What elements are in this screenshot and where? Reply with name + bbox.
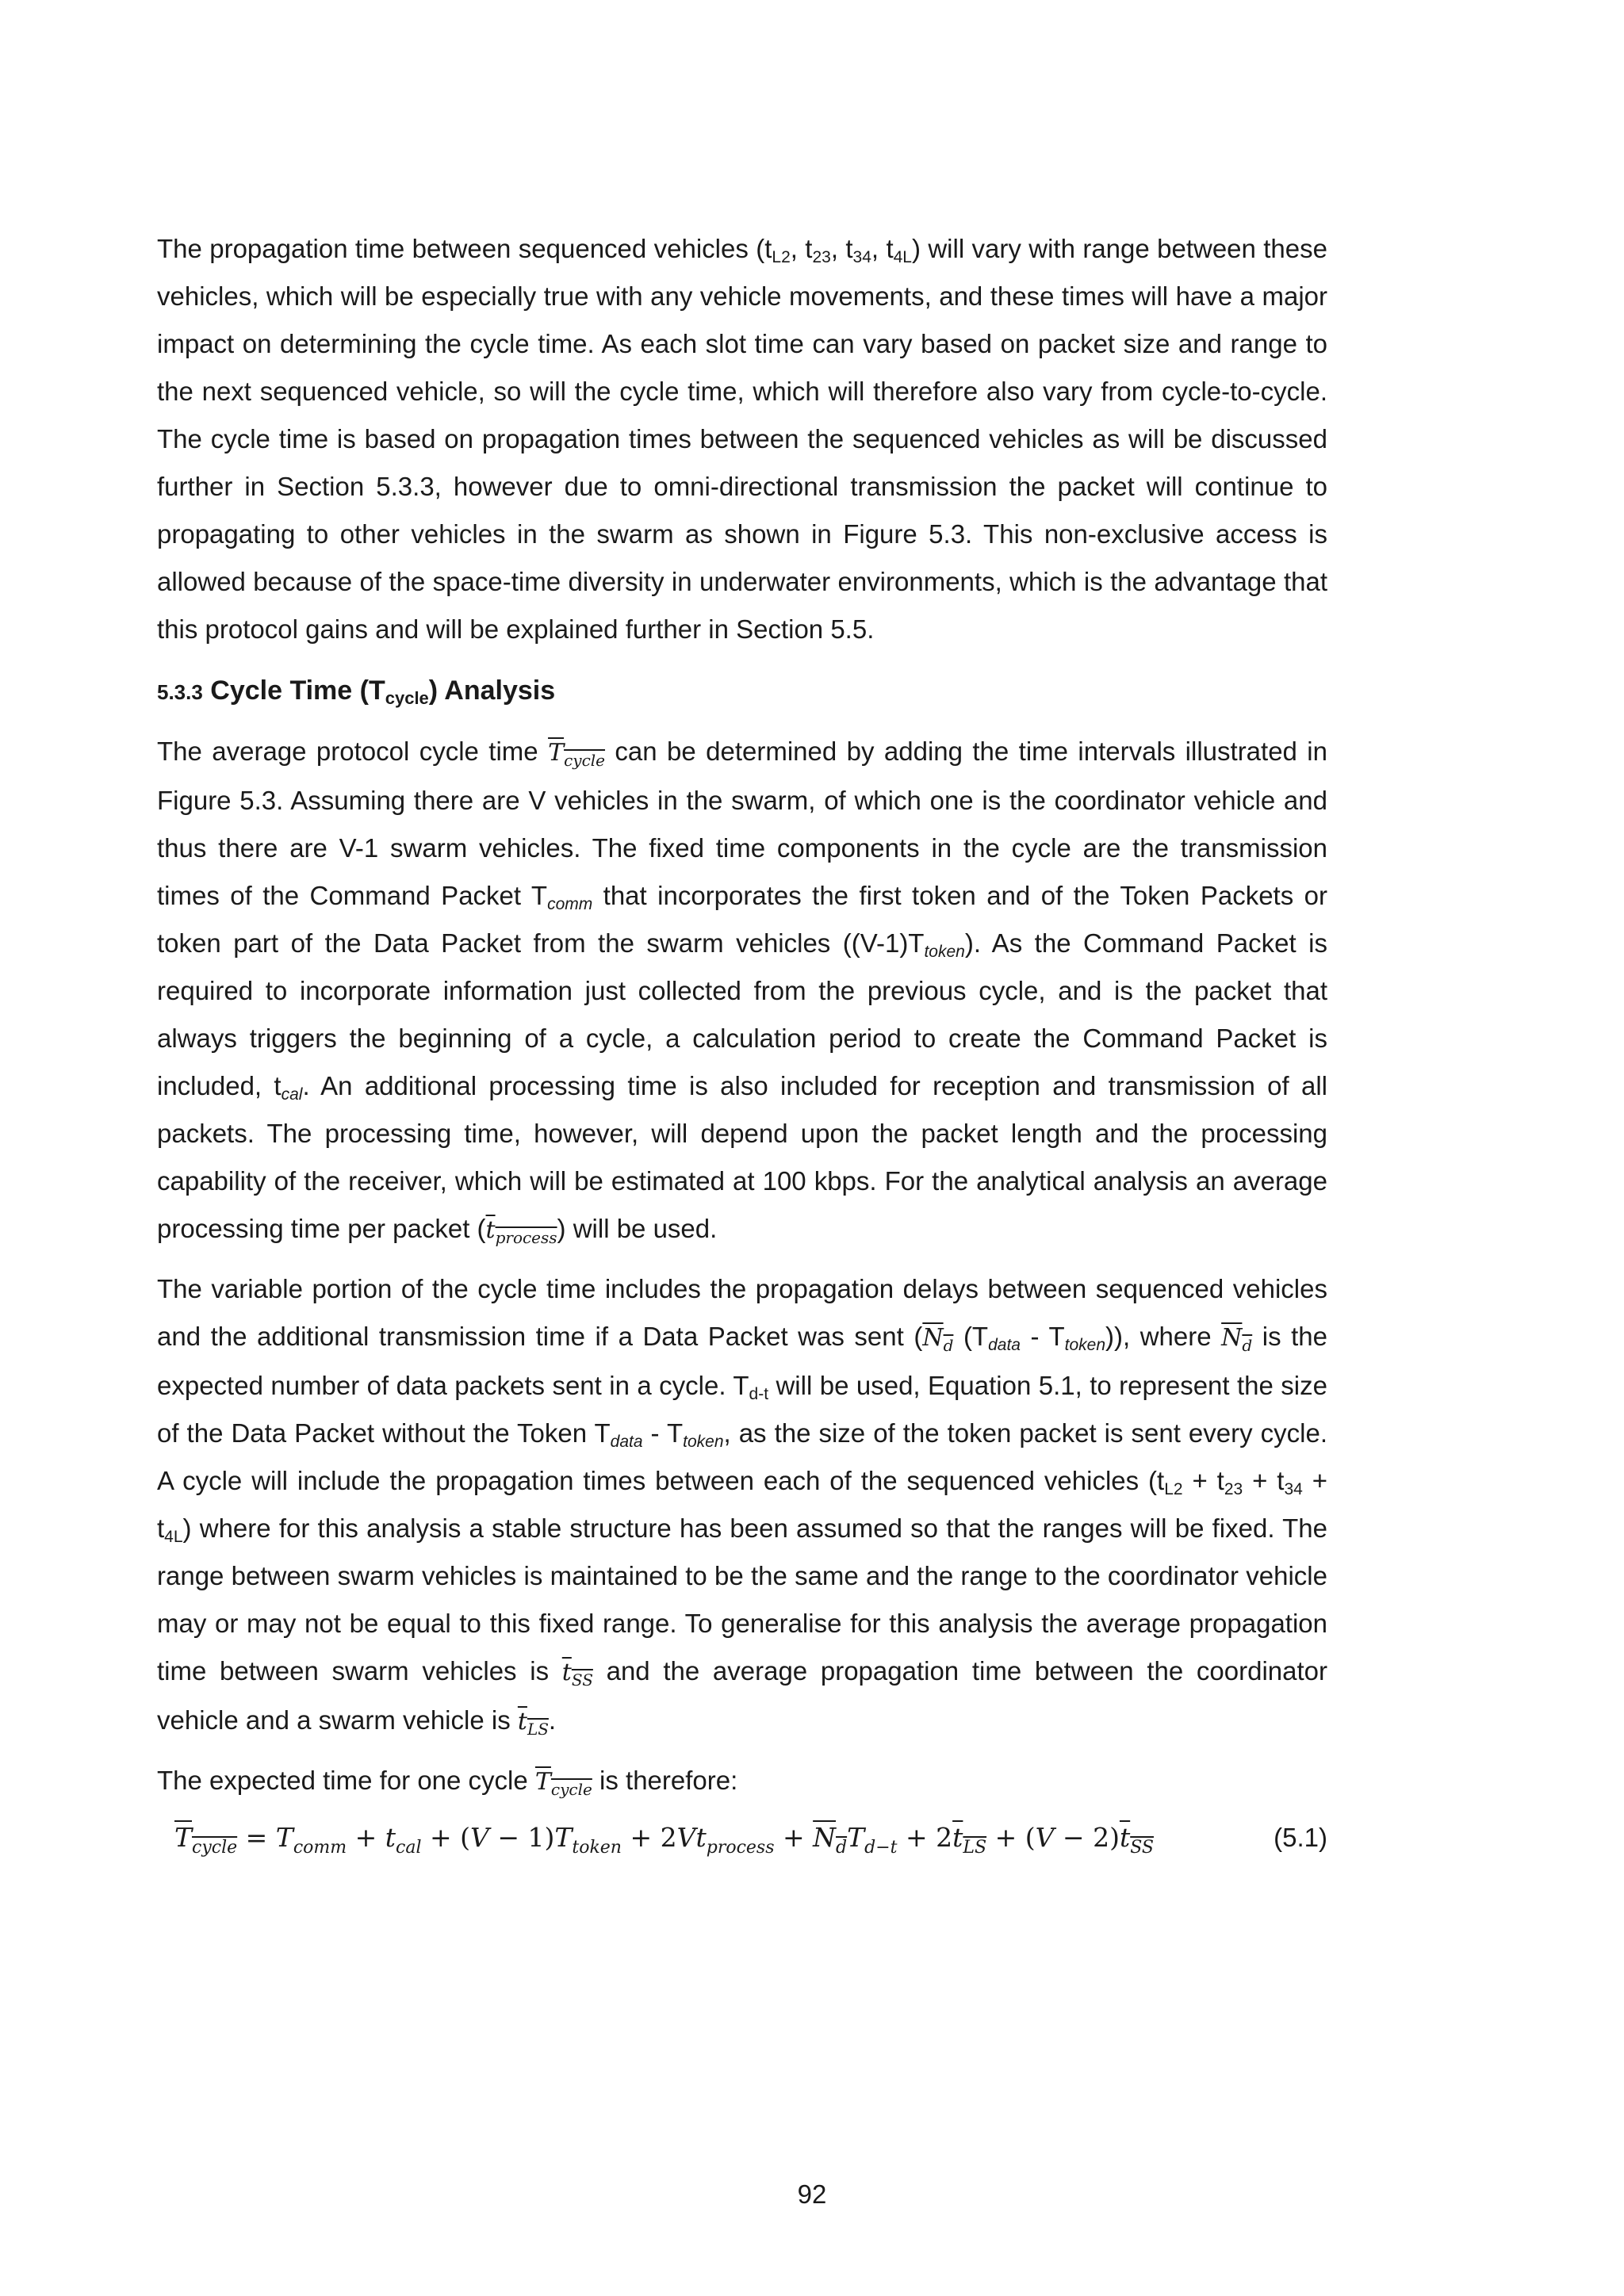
paragraph-variable-portion: The variable portion of the cycle time includes the propagation delays between sequenced vehicles and the additional transmission time if a Data Packet was sent ($N_d$ $(T_{data} - T_{token})$), where $N_d$ is the expected number of data packets sent in a cycle. $T_{d-t}$ will be used, Equation 5.1, to represent the size of the Data Packet without the Token $T_{data} - T_{token}$, as the size of the token packet is sent every cycle. A cycle will include the propagation times between each of the sequenced vehicles $(t_{L2} + t_{23} + t_{34} + t_{4L})$ where for this analysis a stable structure has been assumed so that the ranges will be fixed. The range between swarm vehicles is maintained to be the same and the range to the coordinator vehicle may or may not be equal to this fixed range. To generalise for this analysis the average propagation time between swarm vehicles is $t_{SS}$ and the average propagation time between the coordinator vehicle and a swarm vehicle is $t_{LS}$.	[157, 1274, 1328, 1739]
math-t-cycle-avg-2: $T_{cycle}$	[534, 1768, 592, 1799]
page-number: 92	[797, 2179, 827, 2209]
math-n-d-avg-2: $N_d$	[1221, 1324, 1253, 1355]
equation-number: (5.1)	[1274, 1823, 1327, 1852]
section-heading: 5.3.3 Cycle Time $(T_{cycle})$ Analysis	[157, 675, 556, 708]
math-t-process-avg: $t_{process}$	[485, 1216, 557, 1247]
page-content	[157, 225, 1327, 1869]
paragraph-average-cycle-time: The average protocol cycle time $T_{cycle}$ can be determined by adding the time intervals illustrated in Figure 5.3. Assuming there are V vehicles in the swarm, of which one is the coordinator vehicle and thus there are V-1 swarm vehicles. The fixed time components in the cycle are the transmission times of the Command Packet $T_{comm}$ that incorporates the first token and of the Token Packets or token part of the Data Packet from the swarm vehicles $((V-1)T_{token})$. As the Command Packet is required to incorporate information just collected from the previous cycle, and is the packet that always triggers the beginning of a cycle, a calculation period to create the Command Packet is included, $t_{cal}$. An additional processing time is also included for reception and transmission of all packets. The processing time, however, will depend upon the packet length and the processing capability of the receiver, which will be estimated at 100 kbps. For the analytical analysis an average processing time per packet $(t_{process})$ will be used.	[157, 737, 1328, 1247]
equation-body: $T_{cycle} = T_{comm} + t_{cal} + (V - 1)T_{token} + 2Vt_{process} + N_dT_{d-t} + 2t_{LS} + (V - 2)t_{SS}$	[174, 1822, 1154, 1858]
equation-5-1	[157, 1814, 1327, 1869]
math-t-ss-avg: $t_{SS}$	[561, 1659, 593, 1689]
math-t-ls-avg: $t_{LS}$	[517, 1708, 549, 1739]
math-t-cycle-avg: $T_{cycle}$	[548, 739, 606, 770]
math-n-d-avg: $N_d$	[922, 1324, 954, 1355]
paragraph-expected-cycle: The expected time for one cycle $T_{cycle}$ is therefore:	[157, 1766, 738, 1799]
paragraph-propagation-time: The propagation time between sequenced vehicles ($t_{L2}$, $t_{23}$, $t_{34}$, $t_{4L}$) will vary with range between these vehicles, which will be especially true with any vehicle movements, and these times will have a major impact on determining the cycle time. As each slot time can vary based on packet size and range to the next sequenced vehicle, so will the cycle time, which will therefore also vary from cycle-to-cycle. The cycle time is based on propagation times between the sequenced vehicles as will be discussed further in Section 5.3.3, however due to omni-directional transmission the packet will continue to propagating to other vehicles in the swarm as shown in Figure 5.3. This non-exclusive access is allowed because of the space-time diversity in underwater environments, which is the advantage that this protocol gains and will be explained further in Section 5.5.	[157, 234, 1327, 644]
